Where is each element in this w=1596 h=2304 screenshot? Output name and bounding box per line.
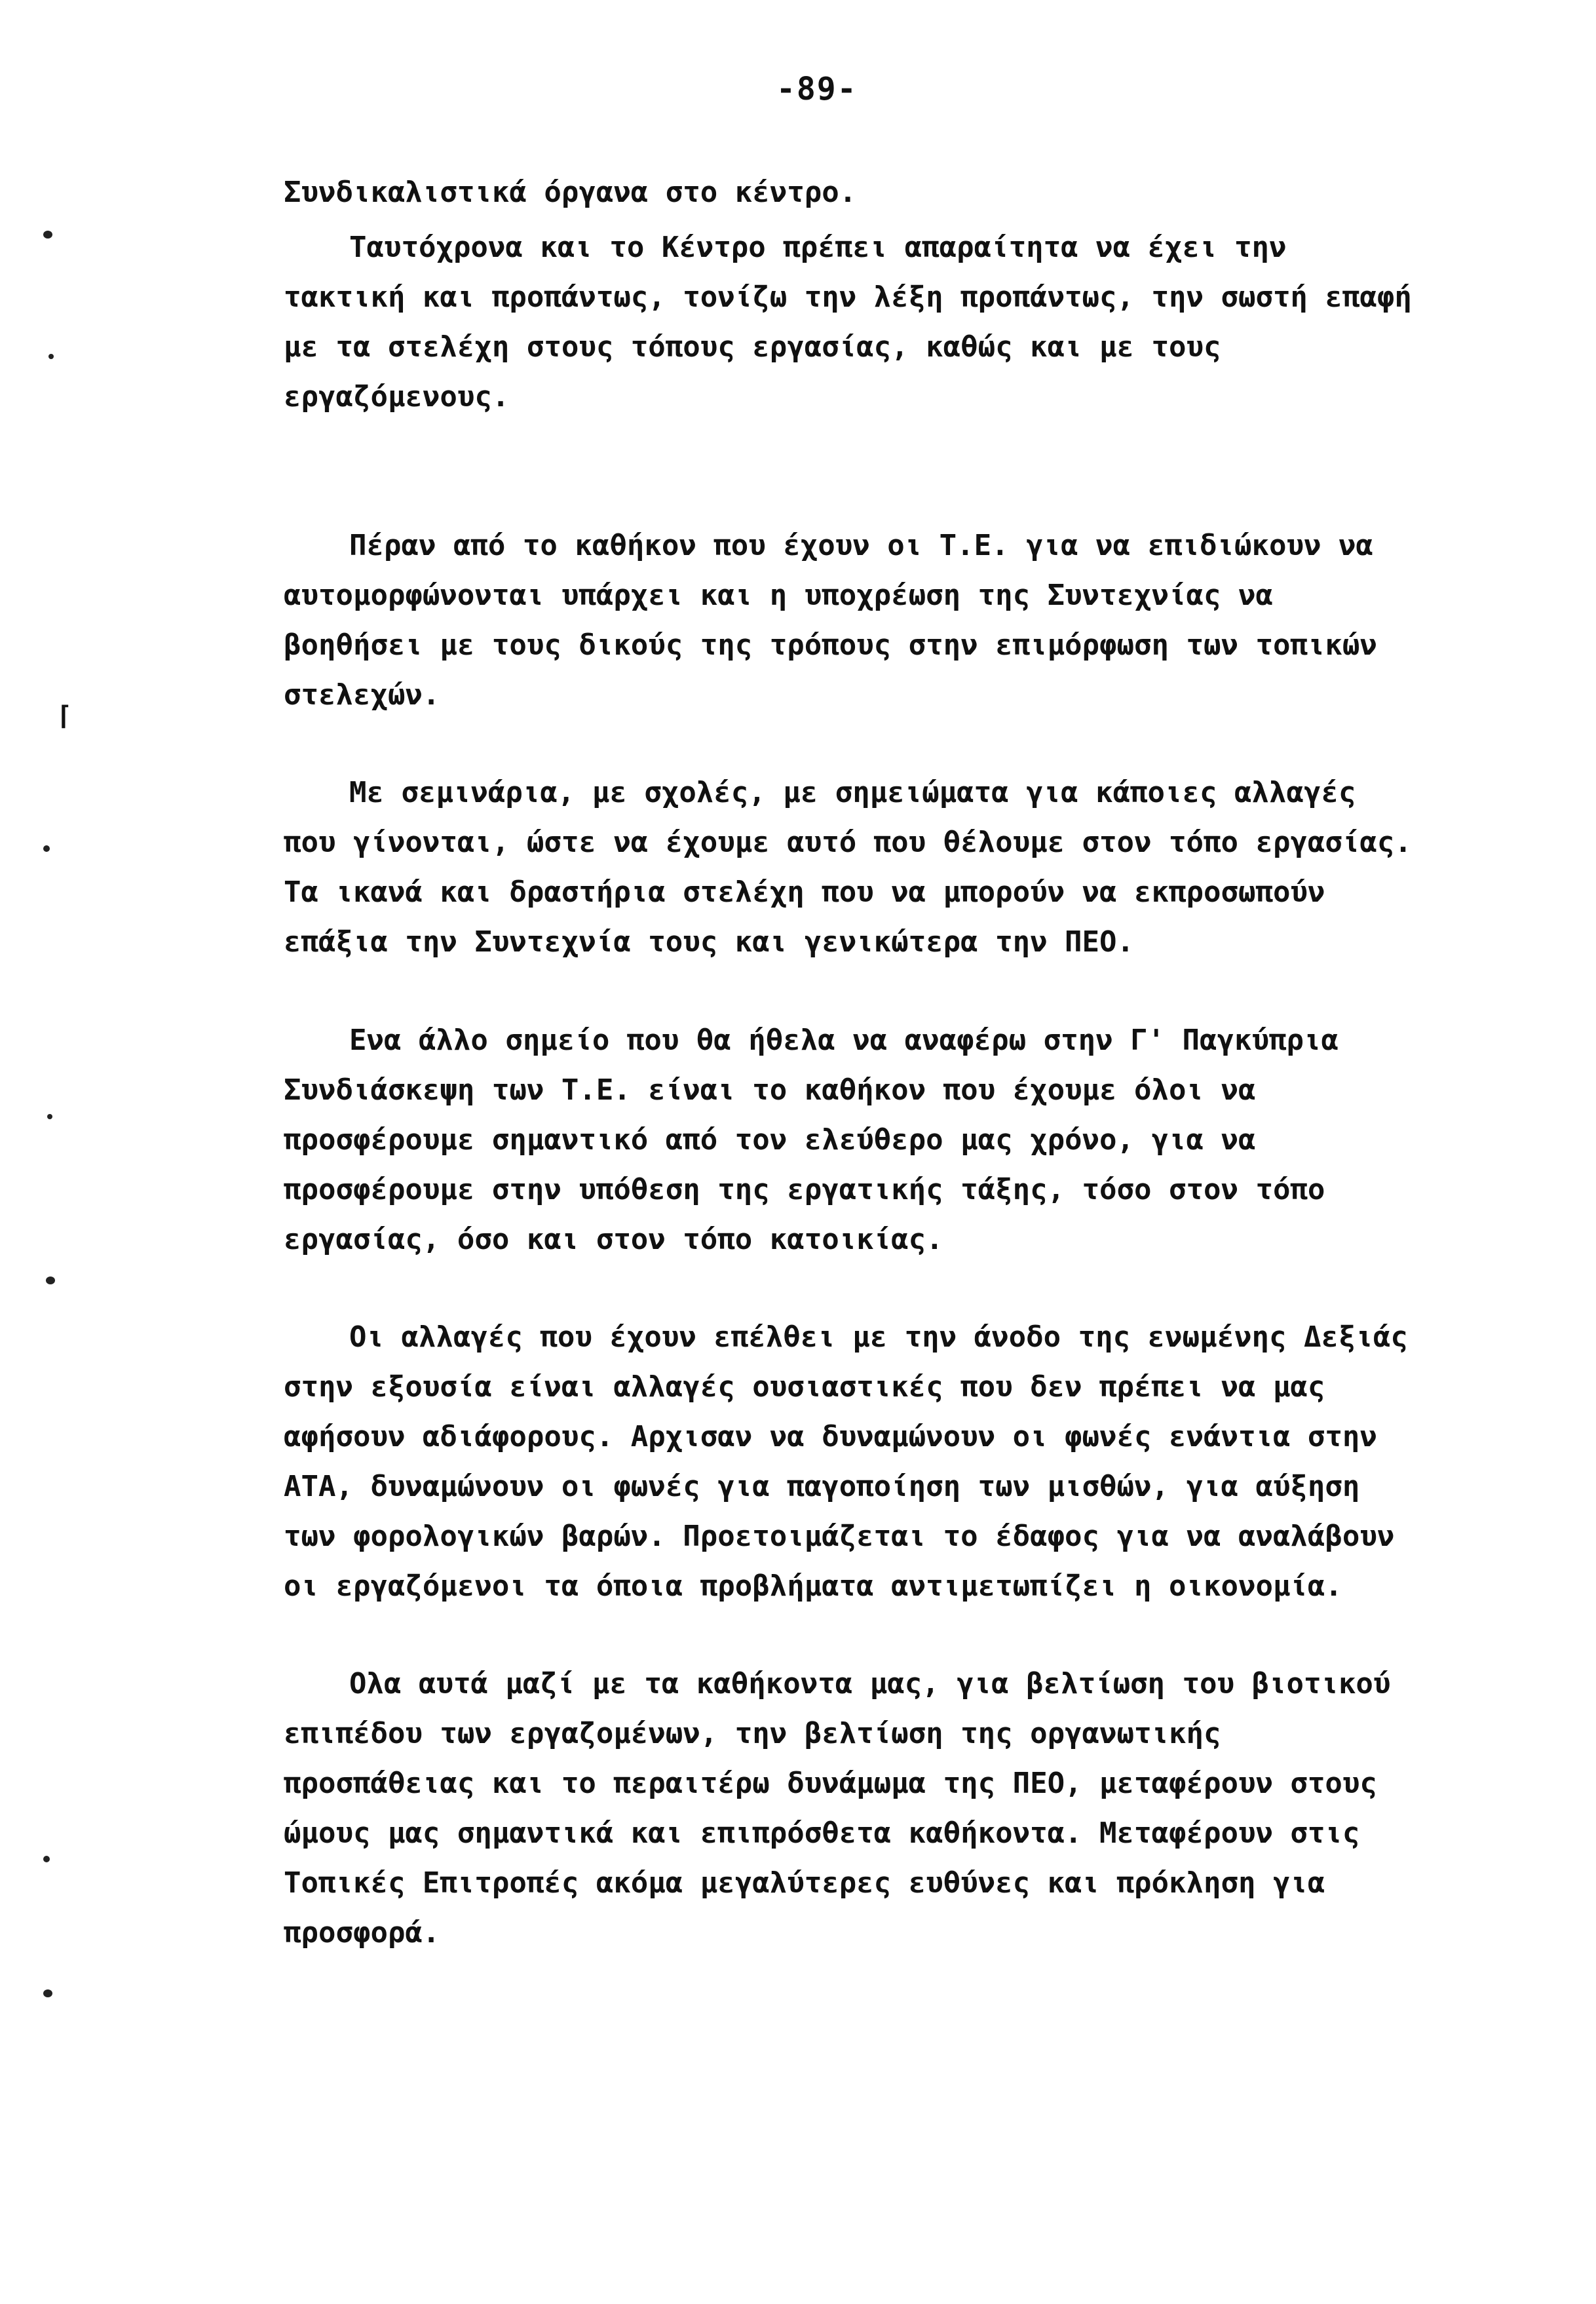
binding-hole-mark xyxy=(43,1989,52,1997)
text-line: Ταυτόχρονα και το Κέντρο πρέπει απαραίτητα να έχει την xyxy=(349,231,1287,264)
binding-hole-mark xyxy=(43,1856,50,1862)
paragraph-4 xyxy=(284,1016,1384,1265)
paragraph-2 xyxy=(284,521,1384,720)
text-line: επάξια την Συντεχνία τους και γενικώτερα την ΠΕΟ. xyxy=(284,925,1135,959)
page-number: -89- xyxy=(776,71,858,107)
text-line: με τα στελέχη στους τόπους εργασίας, καθώς και με τους xyxy=(284,330,1221,364)
text-line: Με σεμινάρια, με σχολές, με σημειώματα για κάποιες αλλαγές xyxy=(349,776,1356,809)
binding-hole-mark xyxy=(43,231,52,239)
binding-hole-mark xyxy=(48,354,54,359)
binding-hole-mark xyxy=(43,845,50,852)
text-line: στελεχών. xyxy=(284,678,440,712)
text-line: στην εξουσία είναι αλλαγές ουσιαστικές που δεν πρέπει να μας xyxy=(284,1370,1325,1404)
text-line: εργασίας, όσο και στον τόπο κατοικίας. xyxy=(284,1223,943,1256)
text-line: προσφέρουμε στην υπόθεση της εργατικής τάξης, τόσο στον τόπο xyxy=(284,1173,1325,1206)
text-line: βοηθήσει με τους δικούς της τρόπους στην επιμόρφωση των τοπικών xyxy=(284,628,1377,662)
text-line: αυτομορφώνονται υπάρχει και η υποχρέωση της Συντεχνίας να xyxy=(284,579,1273,612)
text-line: Συνδιάσκεψη των Τ.Ε. είναι το καθήκον που έχουμε όλοι να xyxy=(284,1073,1256,1107)
text-line: Ενα άλλο σημείο που θα ήθελα να αναφέρω στην Γ' Παγκύπρια xyxy=(349,1024,1339,1057)
text-line: τακτική και προπάντως, τονίζω την λέξη προπάντως, την σωστή επαφή xyxy=(284,280,1412,314)
text-line: ΑΤΑ, δυναμώνουν οι φωνές για παγοποίηση των μισθών, για αύξηση xyxy=(284,1470,1360,1503)
text-line: Τοπικές Επιτροπές ακόμα μεγαλύτερες ευθύνες και πρόκληση για xyxy=(284,1866,1325,1900)
text-line: εργαζόμενους. xyxy=(284,380,510,413)
binding-hole-mark xyxy=(47,1114,52,1119)
opening-line: Συνδικαλιστικά όργανα στο κέντρο. xyxy=(284,176,857,209)
paragraph-6 xyxy=(284,1659,1391,1958)
text-line: των φορολογικών βαρών. Προετοιμάζεται το έδαφος για να αναλάβουν xyxy=(284,1520,1395,1553)
text-line: επιπέδου των εργαζομένων, την βελτίωση της οργανωτικής xyxy=(284,1717,1221,1750)
text-line: Τα ικανά και δραστήρια στελέχη που να μπορούν να εκπροσωπούν xyxy=(284,875,1325,909)
text-line: ώμους μας σημαντικά και επιπρόσθετα καθήκοντα. Μεταφέρουν στις xyxy=(284,1816,1360,1850)
text-line: Πέραν από το καθήκον που έχουν οι Τ.Ε. για να επιδιώκουν να xyxy=(349,529,1373,562)
text-line: που γίνονται, ώστε να έχουμε αυτό που θέλουμε στον τόπο εργασίας. xyxy=(284,826,1412,859)
paragraph-5 xyxy=(284,1313,1408,1611)
text-line: Οι αλλαγές που έχουν επέλθει με την άνοδο της ενωμένης Δεξιάς xyxy=(349,1320,1408,1354)
text-line: προσπάθειας και το περαιτέρω δυνάμωμα της ΠΕΟ, μεταφέρουν στους xyxy=(284,1767,1377,1800)
text-line: αφήσουν αδιάφορους. Αρχισαν να δυναμώνουν οι φωνές ενάντια στην xyxy=(284,1420,1377,1453)
text-line: οι εργαζόμενοι τα όποια προβλήματα αντιμετωπίζει η οικονομία. xyxy=(284,1569,1342,1603)
text-line: προσφέρουμε σημαντικό από τον ελεύθερο μας χρόνο, για να xyxy=(284,1123,1256,1157)
paragraph-1 xyxy=(284,223,1412,422)
text-line: προσφορά. xyxy=(284,1916,440,1949)
binding-hole-mark xyxy=(46,1277,55,1284)
text-line: Ολα αυτά μαζί με τα καθήκοντα μας, για βελτίωση του βιοτικού xyxy=(349,1667,1391,1700)
margin-scribble-mark: ⌈ xyxy=(56,701,73,731)
paragraph-3 xyxy=(284,768,1412,967)
